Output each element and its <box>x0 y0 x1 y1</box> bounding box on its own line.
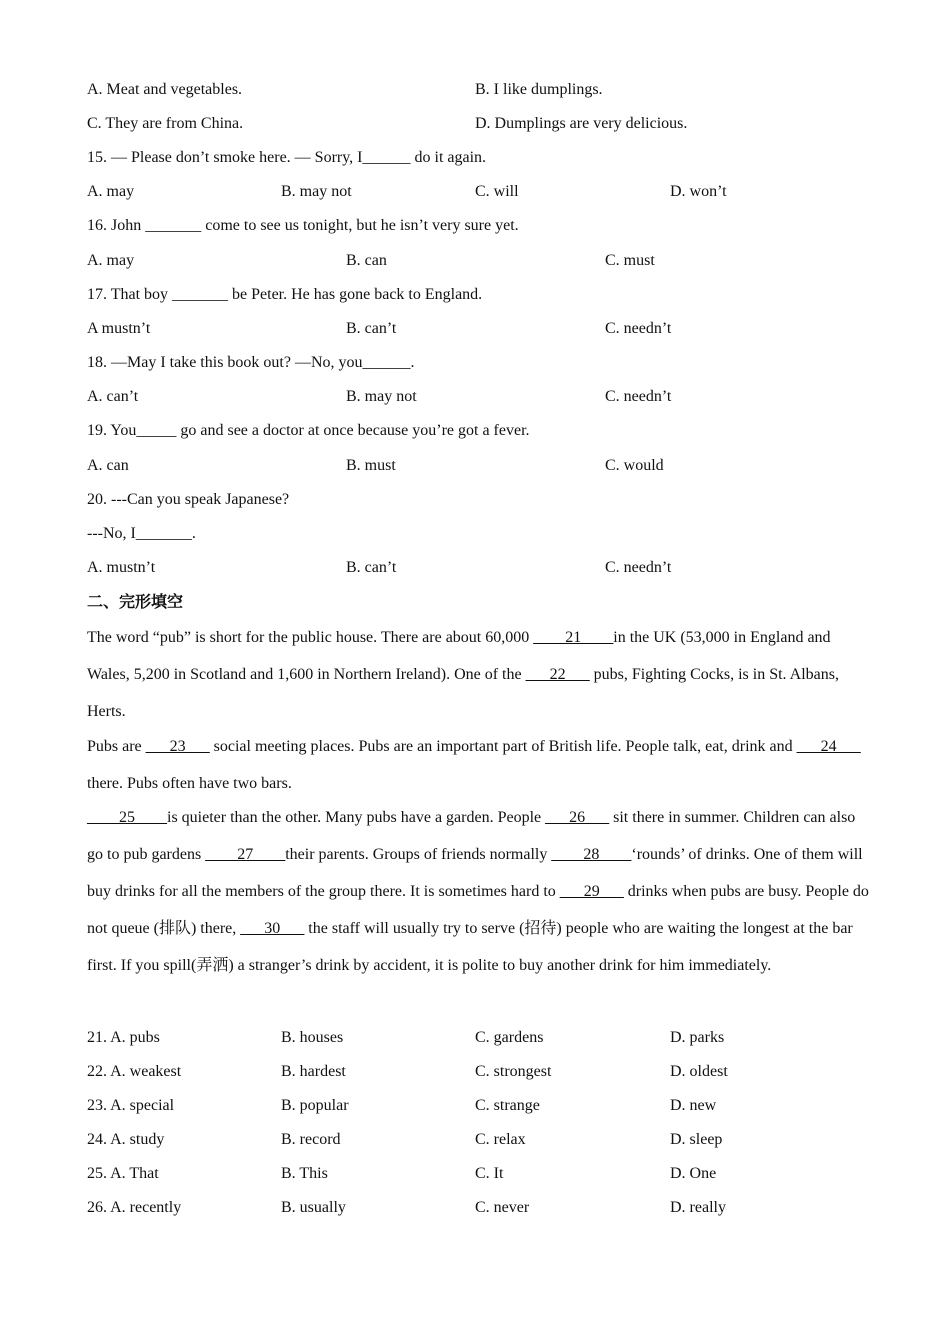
cloze-options-24 <box>87 1129 877 1151</box>
q16-option-b: B. can <box>346 252 387 269</box>
q20-options <box>87 557 877 579</box>
cloze-options-25 <box>87 1163 877 1185</box>
q15-option-a: A. may <box>87 183 135 200</box>
option-b: B. houses <box>281 1029 344 1046</box>
passage-text: social meeting places. Pubs are an important part of British life. People talk, eat, drink and <box>209 738 797 755</box>
q15-stem <box>87 147 877 169</box>
cloze-blank-27: ____27____ <box>205 846 286 863</box>
q14-options-row-2 <box>87 113 877 135</box>
q19-stem-text: 19. You_____ go and see a doctor at once because you’re got a fever. <box>87 422 530 439</box>
option-c: C. never <box>475 1199 530 1216</box>
q19-options <box>87 455 877 477</box>
q16-option-a: A. may <box>87 252 135 269</box>
cloze-blank-21: ____21____ <box>533 629 614 646</box>
q19-stem <box>87 420 877 442</box>
section-title: 二、完形填空 <box>87 592 184 611</box>
q14-option-b: B. I like dumplings. <box>475 81 603 98</box>
q17-stem <box>87 284 877 306</box>
option-d: D. parks <box>670 1029 725 1046</box>
q18-stem <box>87 352 877 374</box>
cloze-blank-25: ____25____ <box>87 809 167 826</box>
q14-option-d: D. Dumplings are very delicious. <box>475 115 688 132</box>
q19-option-c: C. would <box>605 457 664 474</box>
q20-option-a: A. mustn’t <box>87 559 156 576</box>
option-d: D. really <box>670 1199 726 1216</box>
q14-option-a: A. Meat and vegetables. <box>87 81 243 98</box>
option-b: B. popular <box>281 1097 349 1114</box>
option-c: C. relax <box>475 1131 526 1148</box>
cloze-blank-29: ___29___ <box>559 883 624 900</box>
option-b: B. This <box>281 1165 328 1182</box>
q20-option-b: B. can’t <box>346 559 397 576</box>
option-a: 21. A. pubs <box>87 1029 160 1046</box>
option-c: C. strange <box>475 1097 540 1114</box>
q16-stem-text: 16. John _______ come to see us tonight, but he isn’t very sure yet. <box>87 217 519 234</box>
option-d: D. oldest <box>670 1063 728 1080</box>
q19-option-a: A. can <box>87 457 129 474</box>
q15-option-d: D. won’t <box>670 183 727 200</box>
passage-text: The word “pub” is short for the public house. There are about 60,000 <box>87 629 534 646</box>
q16-option-c: C. must <box>605 252 655 269</box>
cloze-blank-30: ___30___ <box>240 920 305 937</box>
option-d: D. new <box>670 1097 717 1114</box>
passage-text: is quieter than the other. Many pubs have a garden. People <box>167 809 546 826</box>
q16-stem <box>87 215 877 237</box>
passage-text: sit there in summer. Children can also go to pub gardens <box>87 809 856 863</box>
q20-stem-text-1: 20. ---Can you speak Japanese? <box>87 491 290 508</box>
option-d: D. sleep <box>670 1131 723 1148</box>
option-a: 23. A. special <box>87 1097 175 1114</box>
cloze-blank-26: ___26___ <box>545 809 610 826</box>
passage-text: there. Pubs often have two bars. <box>87 775 292 792</box>
q18-options <box>87 386 877 408</box>
q17-option-c: C. needn’t <box>605 320 672 337</box>
cloze-blank-22: ___22___ <box>525 666 590 683</box>
passage-text: in the UK (53,000 in England and Wales, 5,200 in Scotland and 1,600 in Northern Ireland). One of the <box>87 629 831 683</box>
cloze-options-23 <box>87 1095 877 1117</box>
q14-options-row-1 <box>87 79 877 101</box>
q18-stem-text: 18. —May I take this book out? —No, you______. <box>87 354 415 371</box>
q20-stem-2 <box>87 523 877 545</box>
cloze-blank-24: ___24___ <box>796 738 861 755</box>
passage-text: their parents. Groups of friends normally <box>285 846 552 863</box>
passage-text: drinks when pubs are busy. People do not queue (排队) there, <box>87 883 869 937</box>
cloze-options-21 <box>87 1027 877 1049</box>
section-heading <box>87 591 877 613</box>
q15-options <box>87 181 877 203</box>
passage-paragraph-2 <box>87 728 872 802</box>
option-c: C. It <box>475 1165 504 1182</box>
option-a: 24. A. study <box>87 1131 165 1148</box>
option-a: 22. A. weakest <box>87 1063 182 1080</box>
option-a: 25. A. That <box>87 1165 159 1182</box>
q16-options <box>87 250 877 272</box>
passage-text: ‘rounds’ of drinks. One of them will buy drinks for all the members of the group there. It is sometimes hard to <box>87 846 863 900</box>
q17-stem-text: 17. That boy _______ be Peter. He has gone back to England. <box>87 286 483 303</box>
q20-option-c: C. needn’t <box>605 559 672 576</box>
passage-text: pubs, Fighting Cocks, is in St. Albans, Herts. <box>87 666 839 720</box>
option-c: C. strongest <box>475 1063 552 1080</box>
q17-option-b: B. can’t <box>346 320 397 337</box>
q20-stem-1 <box>87 489 877 511</box>
q18-option-b: B. may not <box>346 388 417 405</box>
q18-option-c: C. needn’t <box>605 388 672 405</box>
q18-option-a: A. can’t <box>87 388 139 405</box>
option-b: B. hardest <box>281 1063 346 1080</box>
q15-stem-text: 15. — Please don’t smoke here. — Sorry, I______ do it again. <box>87 149 487 166</box>
passage-paragraph-3 <box>87 799 872 984</box>
cloze-blank-23: ___23___ <box>145 738 210 755</box>
passage-text: Pubs are <box>87 738 146 755</box>
passage-text: the staff will usually try to serve (招待) people who are waiting the longest at the bar first. If you spill(弄洒) a stranger’s drink by accident, it is polite to buy another drink for him immediately. <box>87 920 853 974</box>
q15-option-b: B. may not <box>281 183 352 200</box>
cloze-options-22 <box>87 1061 877 1083</box>
option-b: B. usually <box>281 1199 346 1216</box>
cloze-options-26 <box>87 1197 877 1219</box>
q19-option-b: B. must <box>346 457 396 474</box>
option-d: D. One <box>670 1165 717 1182</box>
cloze-blank-28: ____28____ <box>551 846 632 863</box>
q14-option-c: C. They are from China. <box>87 115 244 132</box>
q15-option-c: C. will <box>475 183 519 200</box>
option-b: B. record <box>281 1131 341 1148</box>
q17-option-a: A mustn’t <box>87 320 151 337</box>
q17-options <box>87 318 877 340</box>
passage-paragraph-1 <box>87 619 872 730</box>
option-a: 26. A. recently <box>87 1199 182 1216</box>
q20-stem-text-2: ---No, I_______. <box>87 525 196 542</box>
option-c: C. gardens <box>475 1029 544 1046</box>
